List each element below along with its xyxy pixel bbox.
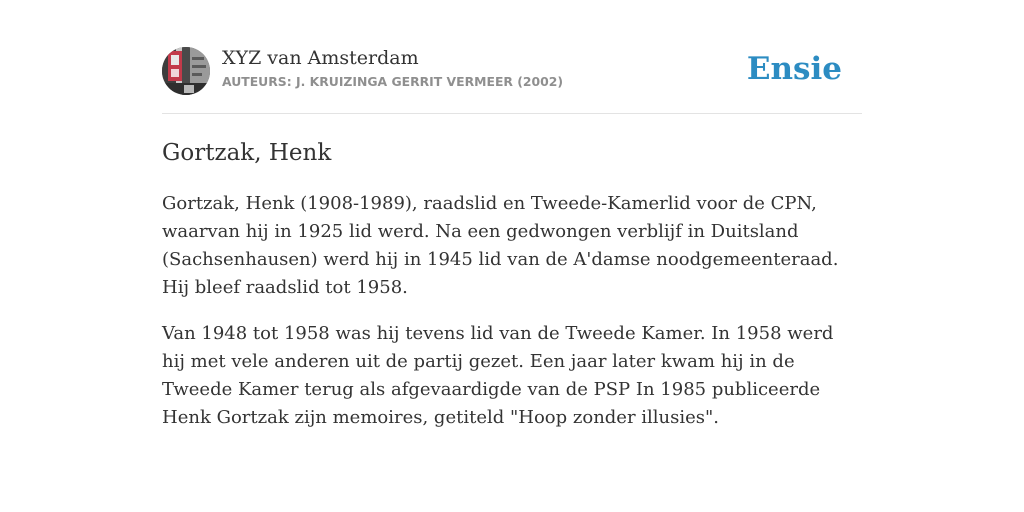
book-cover-thumbnail-icon[interactable] [162,47,210,95]
entry-paragraph: Gortzak, Henk (1908-1989), raadslid en Tweede-Kamerlid voor de CPN, waarvan hij in 1925 lid werd. Na een gedwongen verblijf in Duitsland (Sachsenhausen) werd hij in 1945 lid van de A'damse noodgemeenteraad. Hij bleef raadslid tot 1958. [162,193,839,298]
entry-paragraph: Van 1948 tot 1958 was hij tevens lid van de Tweede Kamer. In 1958 werd hij met vele anderen uit de partij gezet. Een jaar later kwam hij in de Tweede Kamer terug als afgevaardigde van de PSP In 1985 publiceerde Henk Gortzak zijn memoires, getiteld "Hoop zonder illusies". [162,323,834,428]
source-title[interactable]: XYZ van Amsterdam [222,47,419,69]
source-authors: AUTEURS: J. KRUIZINGA GERRIT VERMEER (2002) [222,74,564,89]
entry-body [162,190,862,432]
ensie-logo[interactable]: Ensie [746,51,842,87]
source-header [162,40,862,114]
entry-card [162,40,862,450]
entry-title: Gortzak, Henk [162,140,332,166]
